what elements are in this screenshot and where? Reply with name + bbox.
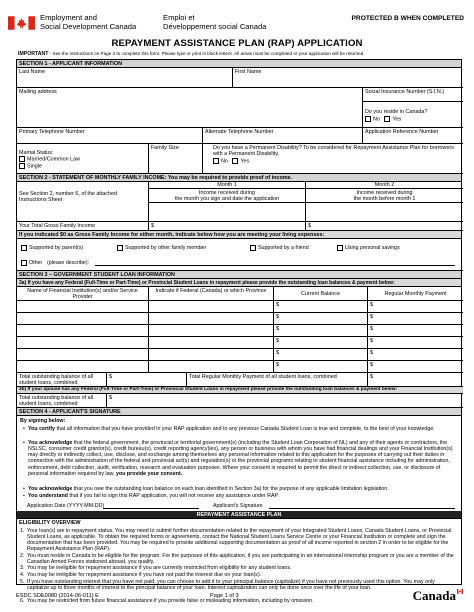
col-institution: Name of Financial Institution(s) and/or Service Provider <box>17 287 149 301</box>
first-name-field[interactable] <box>233 68 463 88</box>
loan-row-cell[interactable] <box>17 301 149 313</box>
dollar-sign: $ <box>276 313 279 320</box>
month1-subheader <box>149 189 306 203</box>
loan-row-cell[interactable] <box>368 301 463 313</box>
spouse-total-label: Total outstanding balance of all student loans, combined <box>17 394 107 408</box>
supported-friend-label: Supported by a friend <box>258 245 309 251</box>
single-label: Single <box>27 163 42 170</box>
loan-row-cell[interactable] <box>149 361 274 373</box>
understand-bold: You understand <box>28 493 68 499</box>
section3b-heading: 3b) If your spouse has any Federal (Full-Time or Part-Time) or Provincial Student Loans in repayment please provide the outstanding loan balances & payment below: <box>17 387 463 394</box>
col-regular-payment: Regular Monthly Payment <box>368 287 463 301</box>
section2-heading: SECTION 2 - STATEMENT OF MONTHLY FAMILY INCOME: You may be required to provide proof of income. <box>17 174 461 182</box>
loan-row-cell[interactable] <box>149 349 274 361</box>
loan-row-cell[interactable] <box>368 325 463 337</box>
personal-savings-checkbox[interactable] <box>337 245 343 251</box>
eligibility-text: You must reside in Canada to be eligible for the program. For the purposes of this application, if you are participating in an international internship program or you are a member of the Canadian Armed Forces stationed abroad, you qualify. <box>27 553 454 566</box>
supported-family-label: Supported by other family member <box>125 245 207 251</box>
month1-header: Month 1 <box>149 182 306 189</box>
certify-text: that all information that you have provided in your RAP application and to any previous Canada Student Loan is true and complete, to the best of your knowledge. <box>54 426 435 432</box>
loan-row-cell[interactable] <box>274 313 368 325</box>
loan-row-cell[interactable] <box>368 361 463 373</box>
loan-row-cell[interactable] <box>17 325 149 337</box>
eligibility-number: 6. <box>20 598 25 604</box>
primary-phone-field[interactable] <box>17 128 203 144</box>
loan-row-cell[interactable] <box>17 361 149 373</box>
supported-family-checkbox[interactable] <box>117 245 123 251</box>
understand-text: that if you fail to sign this RAP application, you will not receive any assistance under RAP. <box>67 493 279 499</box>
section3-heading: SECTION 3 – GOVERNMENT STUDENT LOAN INFORMATION <box>17 271 461 279</box>
acknowledge2-text: that you owe the outstanding loan balance on each loan identified in Section 3a) for the purpose of any applicable limitation legislation. <box>72 486 389 492</box>
rap-heading: REPAYMENT ASSISTANCE PLAN <box>17 511 461 519</box>
month1-income-received: Income received during <box>198 189 256 196</box>
reside-yes-label: Yes <box>392 116 402 123</box>
reside-yes-checkbox[interactable] <box>384 116 390 122</box>
application-reference-label: Application Reference Number <box>365 128 439 135</box>
application-date-input[interactable] <box>103 508 199 509</box>
disability-yes-label: Yes <box>240 158 250 165</box>
bullet-acknowledge-1: • You acknowledge that the federal government, the provincial or territorial government(s) (including the Student Loan Corporation of NL) and any of their agents or contractors, the NSLSC, consumer credit grantor(s), credit bureau(s), credit reporting agency(ies), any person or business with whom you have had financial dealings and your Financial Institution(s) may directly or indirectly collect, use, disclose, and exchange among themselves any personal information related to this application for the purposes of carrying out their duties in connection with the administration of the federal and provincial act(s) and regulation(s) or the provincial programs relating to student financial assistance including for administration, enforcement, debt collection, audit, verification, research and evaluation purposes. Where your consent is required to permit the direct or indirect collection, use, or disclosure of personal information required by law, you provide your consent. <box>23 440 453 477</box>
dept-en-line2: Social Development Canada <box>40 22 137 31</box>
eligibility-number: 4. <box>20 572 25 578</box>
alternate-phone-field[interactable] <box>203 128 363 144</box>
dollar-sign: $ <box>109 373 112 380</box>
disability-no-checkbox[interactable] <box>213 158 219 164</box>
wordmark-text: Canada <box>412 588 456 603</box>
dollar-sign: $ <box>276 337 279 344</box>
disability-yes-checkbox[interactable] <box>232 158 238 164</box>
last-name-field[interactable] <box>17 68 233 88</box>
bullet-understand: • You understand that if you fail to sign this RAP application, you will not receive any assistance under RAP. <box>23 493 279 499</box>
see-section-text: See Section 2, number 6, of the attached Instructions Sheet <box>19 190 117 203</box>
eligibility-text: You may be ineligible for repayment assistance if you are currently restricted from eligibility for any student loans. <box>27 565 292 571</box>
loan-row-cell[interactable] <box>274 337 368 349</box>
department-name-en <box>40 13 136 31</box>
eligibility-text: If you have outstanding interest that you have not paid, you can choose to add it to your principal balance (capitalize) if you have not previously used this option. You may only capitalize up to three months of interest to the principal balance of your loan. Interest capitalization can only be done once over the life of your loan. <box>27 579 435 592</box>
loan-row-cell[interactable] <box>149 325 274 337</box>
col-current-balance: Current Balance <box>274 287 368 301</box>
dollar-sign: $ <box>370 301 373 308</box>
family-size-field[interactable] <box>149 144 203 174</box>
by-signing: By signing below: <box>20 418 66 424</box>
reside-question: Do you reside in Canada? <box>365 108 428 115</box>
acknowledge2-bold: You acknowledge <box>28 486 73 492</box>
eligibility-number: 5. <box>20 579 25 585</box>
supported-parents-checkbox[interactable] <box>21 245 27 251</box>
loan-row-cell[interactable] <box>17 313 149 325</box>
month2-income-field[interactable] <box>306 203 463 222</box>
certify-bold: You certify <box>28 426 55 432</box>
loan-row-cell[interactable] <box>17 349 149 361</box>
other-describe-input[interactable] <box>95 265 455 266</box>
month2-header: Month 2 <box>306 182 463 189</box>
eligibility-number: 3. <box>20 565 25 571</box>
form-title: REPAYMENT ASSISTANCE PLAN (RAP) APPLICATION <box>111 38 363 49</box>
please-describe-label: (please describe): <box>47 260 90 266</box>
page-number: Page 1 of 3 <box>210 593 239 599</box>
signature-input[interactable] <box>269 508 455 509</box>
eligibility-text: You may be ineligible for repayment assistance if you have not paid the interest due on your loan(s). <box>27 572 262 578</box>
section1-heading: SECTION 1 - APPLICANT INFORMATION <box>17 60 461 68</box>
bullet-certify: • You certify that all information that you have provided in your RAP application and to any previous Canada Student Loan is true and complete, to the best of your knowledge. <box>23 426 435 432</box>
last-name-label: Last Name <box>19 68 46 75</box>
protected-label: PROTECTED B WHEN COMPLETED <box>351 15 464 22</box>
family-size-label: Family Size <box>151 144 179 151</box>
see-section-note <box>17 182 149 222</box>
section3a-heading: 3a) If you have any Federal (Full-Time or Part-Time) or Provincial Student Loans in repayment please provide the outstanding loan balances & payment below: <box>17 279 461 287</box>
dollar-sign: $ <box>370 361 373 368</box>
primary-phone-label: Primary Telephone Number <box>19 128 85 135</box>
important-text: - See the instructions on Page 3 to complete this form. Please type or print in block letters. All areas must be completed or your application will be returned. <box>48 51 365 56</box>
alternate-phone-label: Alternate Telephone Number <box>205 128 274 135</box>
supported-friend-checkbox[interactable] <box>250 245 256 251</box>
total-gross-month2-field[interactable] <box>306 222 463 231</box>
married-label: Married/Common Law <box>27 156 81 163</box>
acknowledge-bold: You acknowledge <box>28 440 73 446</box>
month1-income-field[interactable] <box>149 203 306 222</box>
loan-row-cell[interactable] <box>274 325 368 337</box>
total-outstanding-field[interactable] <box>107 373 187 387</box>
single-checkbox[interactable] <box>19 163 25 169</box>
dollar-sign: $ <box>276 325 279 332</box>
dollar-sign: $ <box>276 301 279 308</box>
signature-label: Applicant's Signature <box>213 503 263 509</box>
month2-income-received: Income received during <box>356 189 413 196</box>
acknowledge-text: that the federal government, the provincial or territorial government(s) (including the Student Loan Corporation of NL) and any of their agents or contractors, the NSLSC, consumer credit grantor(s), credit bureau(s), credit reporting agency(ies), any person or business with whom you have had financial dealings and your Financial Institution(s) may directly or indirectly collect, use, disclose, and exchange among themselves any personal information related to this application for the purposes of carrying out their duties in connection with the administration of the federal and provincial act(s) and regulation(s) or the provincial programs relating to student financial assistance including for administration, enforcement, debt collection, audit, verification, research and evaluation purposes. Where your consent is required to permit the direct or indirect collection, use, or disclosure of personal information required by law, <box>28 440 453 477</box>
dept-en-line1: Employment and <box>40 13 97 22</box>
bullet-acknowledge-2: • You acknowledge that you owe the outstanding loan balance on each loan identified in Section 3a) for the purpose of any applicable limitation legislation. <box>23 486 389 492</box>
marital-status-label: Marital Status: <box>19 149 54 156</box>
spouse-total-field[interactable] <box>107 394 463 408</box>
month2-sub: the month before month 1 <box>353 196 416 202</box>
living-expenses-options <box>17 239 463 271</box>
important-note <box>18 51 365 57</box>
dollar-sign: $ <box>370 337 373 344</box>
total-monthly-label: Total Regular Monthly Payment of all student loans, combined <box>187 373 368 387</box>
eligibility-number: 1. <box>20 528 25 534</box>
married-checkbox[interactable] <box>19 156 25 162</box>
marital-status <box>17 144 149 174</box>
application-date-label: Application Date (YYYY-MM-DD) <box>27 503 105 509</box>
month1-sub: the month you sign and date the application <box>174 196 280 202</box>
loan-row-cell[interactable] <box>274 349 368 361</box>
dollar-sign: $ <box>370 325 373 332</box>
wordmark-flag-icon <box>457 589 463 594</box>
loan-row-cell[interactable] <box>368 313 463 325</box>
dollar-sign: $ <box>370 349 373 356</box>
dollar-sign: $ <box>308 222 311 229</box>
dollar-sign: $ <box>370 373 373 380</box>
other-label: Other <box>29 260 43 266</box>
supported-parents-label: Supported by parent(s) <box>29 245 84 251</box>
eligibility-heading: ELIGIBILITY OVERVIEW <box>17 519 461 527</box>
mailing-address-field[interactable] <box>17 88 363 128</box>
eligibility-item <box>20 553 455 565</box>
total-gross-label: Your Total Gross Family Income <box>17 222 149 231</box>
reside-no-checkbox[interactable] <box>365 116 371 122</box>
dollar-sign: $ <box>109 394 112 401</box>
total-gross-month1-field[interactable] <box>149 222 306 231</box>
dollar-sign: $ <box>276 349 279 356</box>
eligibility-text: You may be restricted from future financial assistance if you provide false or misleading information, including by omission. <box>27 598 314 604</box>
loan-row-cell[interactable] <box>149 313 274 325</box>
col-indicate: Indicate if Federal (Canada) or which Province <box>149 287 274 301</box>
acknowledge-consent: you provide your consent. <box>116 470 183 477</box>
loan-row-cell[interactable] <box>368 337 463 349</box>
reside-no-label: No <box>373 116 380 123</box>
canada-wordmark <box>413 588 463 604</box>
reside-in-canada <box>363 102 463 128</box>
eligibility-item <box>20 572 455 578</box>
eligibility-item <box>20 528 455 553</box>
permanent-disability <box>203 144 463 174</box>
total-monthly-field[interactable] <box>368 373 463 387</box>
personal-savings-label: Using personal savings <box>345 245 400 251</box>
disability-no-label: No <box>221 158 228 165</box>
loan-row-cell[interactable] <box>274 361 368 373</box>
canada-flag-icon <box>8 16 35 30</box>
important-label: IMPORTANT <box>18 51 49 57</box>
dept-fr-line1: Emploi et <box>163 13 195 22</box>
zero-income-heading: If you indicated $0 as Gross Family Income for either month, indicate below how you are meeting your living expenses: <box>17 231 461 239</box>
eligibility-number: 2. <box>20 553 25 559</box>
department-name-fr <box>163 13 266 31</box>
section4-heading: SECTION 4 - APPLICANT'S SIGNATURE <box>17 408 461 416</box>
month2-subheader <box>306 189 463 203</box>
loan-row-cell[interactable] <box>17 337 149 349</box>
disability-question: Do you have a Permanent Disability? To be considered for Repayment Assistance Plan for borrowers with a Permanent Disability. <box>213 144 454 157</box>
form-number: ESDC SDE0080 (2014-06-011) E <box>16 593 99 599</box>
dept-fr-line2: Développement social Canada <box>163 22 267 31</box>
dollar-sign: $ <box>151 222 154 229</box>
loan-row-cell[interactable] <box>368 349 463 361</box>
loan-row-cell[interactable] <box>149 301 274 313</box>
eligibility-text: Your loan(s) are in repayment status. You may need to submit further documentation related to the repayment of your Integrated Student Loans, Canada Student Loans, or Provincial Student Loans, as applicable. To obtain the required forms or agreements, contact the National Student Loans Service Centre or your Financial Institution or complete and sign the documentation that has been provided. You may be required to provide additional supporting documentation as proof of all income reported in section 2 in order to be eligible for the Repayment Assistance Plan (RAP). <box>27 528 452 553</box>
eligibility-item <box>20 579 455 591</box>
total-outstanding-label: Total outstanding balance of all student loans, combined <box>17 373 107 387</box>
dollar-sign: $ <box>370 313 373 320</box>
mailing-address-label: Mailing address <box>19 88 57 95</box>
loan-row-cell[interactable] <box>274 301 368 313</box>
other-checkbox[interactable] <box>21 260 27 266</box>
application-reference-field[interactable] <box>363 128 463 144</box>
eligibility-item <box>20 565 455 571</box>
first-name-label: First Name <box>235 68 262 75</box>
sin-field[interactable] <box>363 88 463 102</box>
dollar-sign: $ <box>276 361 279 368</box>
sin-label: Social Insurance Number (S.I.N.) <box>365 88 445 95</box>
loan-row-cell[interactable] <box>149 337 274 349</box>
